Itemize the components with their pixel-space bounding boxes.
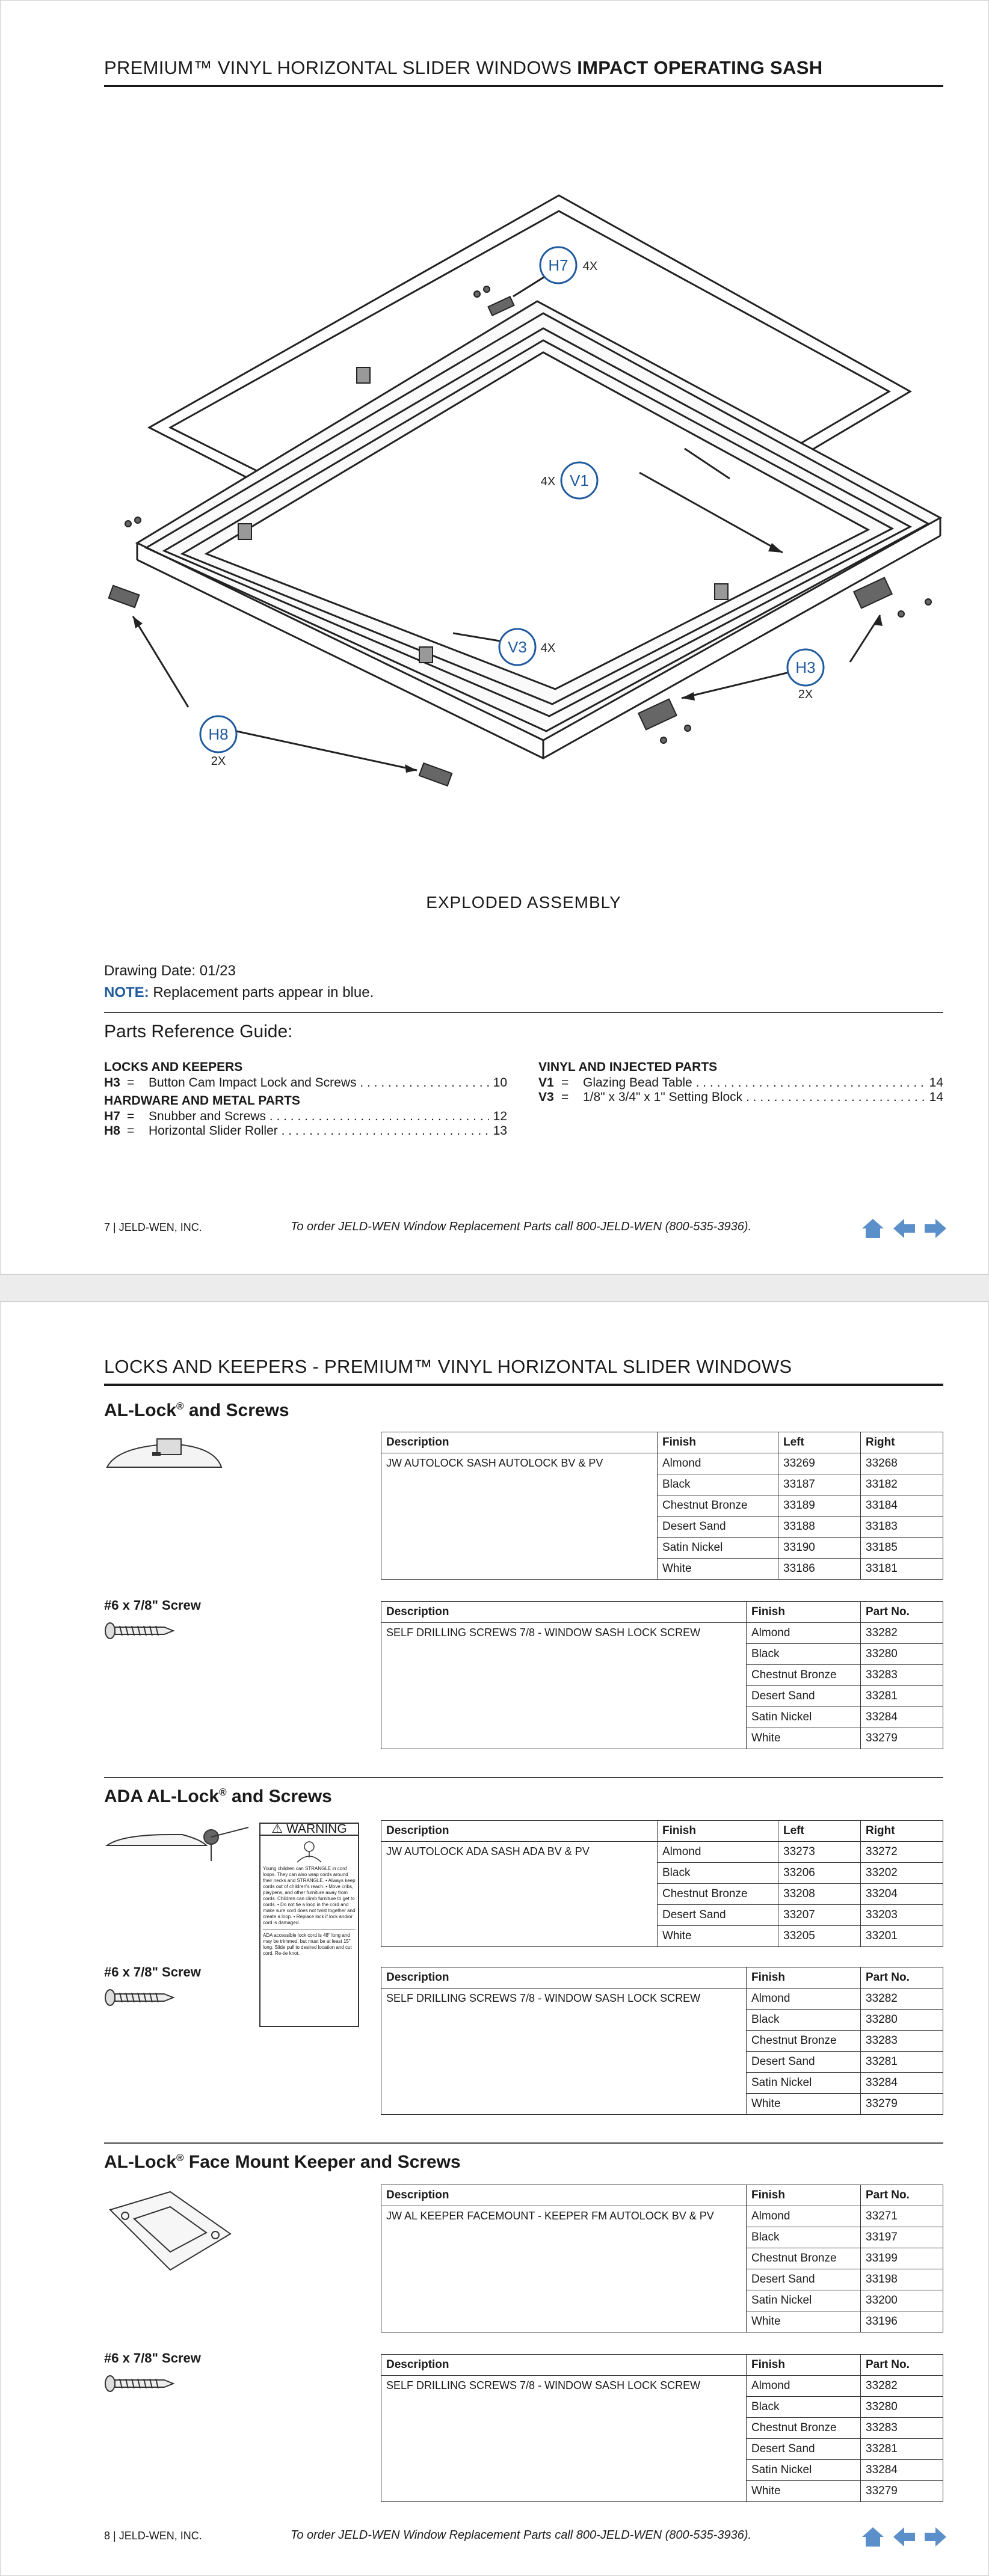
callout-v1-label: V1 bbox=[570, 471, 589, 489]
guide-item-h7[interactable] bbox=[104, 1109, 507, 1124]
callout-v3-label: V3 bbox=[508, 638, 527, 656]
footer-order-text: To order JELD-WEN Window Replacement Parts call 800-JELD-WEN (800-535-3936). bbox=[291, 2528, 752, 2542]
note bbox=[104, 984, 374, 1001]
note-label: NOTE: bbox=[104, 984, 149, 1001]
screw-parts-table bbox=[381, 1601, 943, 1749]
guide-heading: LOCKS AND KEEPERS bbox=[104, 1060, 243, 1074]
part-description: SELF DRILLING SCREWS 7/8 - WINDOW SASH LOCK SCREW bbox=[381, 1989, 747, 2115]
footer-order-text: To order JELD-WEN Window Replacement Parts call 800-JELD-WEN (800-535-3936). bbox=[291, 1220, 752, 1233]
section-rest: Face Mount Keeper and Screws bbox=[183, 2152, 461, 2172]
finish-cell: White bbox=[658, 1559, 778, 1580]
page-8 bbox=[0, 1301, 989, 2576]
part-description: JW AUTOLOCK ADA SASH ADA BV & PV bbox=[381, 1842, 658, 1947]
lock-bottom bbox=[638, 699, 676, 730]
col-description: Description bbox=[381, 1821, 658, 1842]
left-part: 33186 bbox=[778, 1559, 861, 1580]
left-part: 33208 bbox=[778, 1884, 861, 1905]
guide-eq: = bbox=[561, 1090, 569, 1104]
screw-label: #6 x 7/8" Screw bbox=[104, 2351, 201, 2366]
ada-lock-image bbox=[104, 1821, 254, 1863]
finish-cell: Almond bbox=[747, 2206, 861, 2227]
guide-title: Parts Reference Guide: bbox=[104, 1022, 293, 1041]
col-left: Left bbox=[778, 1821, 861, 1842]
title-bold: IMPACT OPERATING SASH bbox=[577, 57, 823, 78]
left-part: 33207 bbox=[778, 1905, 861, 1926]
home-icon[interactable] bbox=[861, 1218, 885, 1239]
table-row bbox=[381, 1453, 943, 1474]
divider bbox=[104, 1012, 943, 1013]
right-part: 33272 bbox=[861, 1842, 943, 1863]
finish-cell: Satin Nickel bbox=[747, 1707, 861, 1728]
finish-cell: Satin Nickel bbox=[658, 1538, 778, 1559]
finish-cell: Almond bbox=[747, 1989, 861, 2010]
al-lock-parts-table bbox=[381, 1432, 943, 1580]
guide-code: V3 bbox=[538, 1090, 554, 1104]
part-number: 33284 bbox=[861, 2460, 943, 2481]
guide-item-v1[interactable] bbox=[538, 1076, 943, 1090]
finish-cell: Satin Nickel bbox=[747, 2073, 861, 2094]
callout-v3-qty: 4X bbox=[540, 642, 556, 655]
finish-cell: Satin Nickel bbox=[747, 2460, 861, 2481]
part-number: 33280 bbox=[861, 2397, 943, 2418]
reg-mark: ® bbox=[176, 1400, 184, 1412]
nav-buttons bbox=[861, 2526, 947, 2548]
part-number: 33282 bbox=[861, 2376, 943, 2397]
col-left: Left bbox=[778, 1432, 861, 1453]
part-number: 33280 bbox=[861, 1644, 943, 1665]
callout-h7-qty: 4X bbox=[582, 260, 598, 273]
section-divider bbox=[104, 2142, 943, 2144]
guide-eq: = bbox=[127, 1076, 135, 1090]
finish-cell: Almond bbox=[747, 1623, 861, 1644]
section-rest: and Screws bbox=[226, 1786, 332, 1806]
guide-eq: = bbox=[561, 1076, 569, 1090]
part-number: 33281 bbox=[861, 1686, 943, 1707]
col-finish: Finish bbox=[747, 1602, 861, 1623]
screw-image bbox=[104, 2375, 176, 2393]
guide-item-h8[interactable] bbox=[104, 1124, 507, 1138]
finish-cell: Black bbox=[747, 1644, 861, 1665]
table-row bbox=[381, 2206, 943, 2227]
guide-code: V1 bbox=[538, 1076, 554, 1090]
roller-bottom bbox=[419, 763, 452, 786]
col-right: Right bbox=[861, 1821, 943, 1842]
diagram-caption: EXPLODED ASSEMBLY bbox=[426, 893, 621, 912]
part-number: 33282 bbox=[861, 1623, 943, 1644]
callout-h7-label: H7 bbox=[548, 256, 568, 274]
next-page-icon[interactable] bbox=[923, 1218, 947, 1239]
right-part: 33204 bbox=[861, 1884, 943, 1905]
screw-label: #6 x 7/8" Screw bbox=[104, 1964, 201, 1980]
page-7 bbox=[0, 0, 989, 1275]
keeper-parts-table bbox=[381, 2185, 943, 2332]
col-right: Right bbox=[861, 1432, 943, 1453]
finish-cell: Desert Sand bbox=[747, 2052, 861, 2073]
right-part: 33268 bbox=[861, 1453, 943, 1474]
warning-title: ⚠ WARNING bbox=[260, 1824, 358, 1836]
callout-v1-qty: 4X bbox=[540, 475, 556, 488]
col-partno: Part No. bbox=[861, 2355, 943, 2376]
part-number: 33200 bbox=[861, 2290, 943, 2311]
part-number: 33284 bbox=[861, 1707, 943, 1728]
finish-cell: Black bbox=[747, 2227, 861, 2248]
exploded-assembly-diagram bbox=[104, 139, 943, 812]
guide-heading: VINYL AND INJECTED PARTS bbox=[538, 1060, 718, 1074]
part-number: 33197 bbox=[861, 2227, 943, 2248]
left-part: 33273 bbox=[778, 1842, 861, 1863]
col-finish: Finish bbox=[658, 1432, 778, 1453]
part-number: 33279 bbox=[861, 2094, 943, 2115]
finish-cell: Almond bbox=[747, 2376, 861, 2397]
finish-cell: Chestnut Bronze bbox=[747, 1665, 861, 1686]
col-description: Description bbox=[381, 2355, 747, 2376]
guide-code: H7 bbox=[104, 1109, 120, 1123]
col-partno: Part No. bbox=[861, 2185, 943, 2206]
left-part: 33190 bbox=[778, 1538, 861, 1559]
guide-desc: Snubber and Screws . . . bbox=[149, 1109, 489, 1124]
part-number: 33282 bbox=[861, 1989, 943, 2010]
finish-cell: Black bbox=[747, 2397, 861, 2418]
finish-cell: Chestnut Bronze bbox=[658, 1495, 778, 1516]
col-partno: Part No. bbox=[861, 1967, 943, 1989]
col-description: Description bbox=[381, 1432, 658, 1453]
section-divider bbox=[104, 1777, 943, 1778]
col-partno: Part No. bbox=[861, 1602, 943, 1623]
col-finish: Finish bbox=[747, 2355, 861, 2376]
al-lock-image bbox=[104, 1434, 224, 1476]
finish-cell: Almond bbox=[658, 1842, 778, 1863]
section-title-al-lock bbox=[104, 1400, 289, 1421]
ada-lock-parts-table bbox=[381, 1820, 943, 1947]
guide-eq: = bbox=[127, 1124, 135, 1138]
finish-cell: White bbox=[658, 1926, 778, 1947]
guide-page: 14 bbox=[929, 1076, 943, 1090]
page-title: LOCKS AND KEEPERS - PREMIUM™ VINYL HORIZONTAL SLIDER WINDOWS bbox=[104, 1356, 943, 1386]
finish-cell: White bbox=[747, 2311, 861, 2332]
finish-cell: White bbox=[747, 1728, 861, 1749]
guide-left-column bbox=[104, 1056, 507, 1138]
screw-image bbox=[104, 1989, 176, 2007]
guide-item-h3[interactable] bbox=[104, 1076, 507, 1090]
lock-right bbox=[854, 578, 892, 609]
finish-cell: Chestnut Bronze bbox=[747, 2248, 861, 2269]
table-row bbox=[381, 1623, 943, 1644]
home-icon[interactable] bbox=[861, 2526, 885, 2548]
section-title-face-mount-keeper bbox=[104, 2152, 461, 2173]
part-number: 33271 bbox=[861, 2206, 943, 2227]
prev-page-icon[interactable] bbox=[892, 2526, 916, 2548]
col-description: Description bbox=[381, 1967, 747, 1989]
callout-h8-qty: 2X bbox=[211, 755, 226, 768]
left-part: 33206 bbox=[778, 1863, 861, 1884]
part-description: SELF DRILLING SCREWS 7/8 - WINDOW SASH LOCK SCREW bbox=[381, 2376, 747, 2502]
right-part: 33184 bbox=[861, 1495, 943, 1516]
guide-code: H8 bbox=[104, 1124, 120, 1138]
finish-cell: Desert Sand bbox=[747, 2269, 861, 2290]
finish-cell: Desert Sand bbox=[747, 2439, 861, 2460]
right-part: 33181 bbox=[861, 1559, 943, 1580]
left-part: 33188 bbox=[778, 1516, 861, 1538]
drawing-date: Drawing Date: 01/23 bbox=[104, 963, 236, 979]
part-description: SELF DRILLING SCREWS 7/8 - WINDOW SASH LOCK SCREW bbox=[381, 1623, 747, 1749]
screw-image bbox=[104, 1622, 176, 1640]
left-part: 33205 bbox=[778, 1926, 861, 1947]
col-finish: Finish bbox=[747, 1967, 861, 1989]
part-number: 33279 bbox=[861, 1728, 943, 1749]
section-title-ada-al-lock bbox=[104, 1786, 332, 1807]
guide-desc: 1/8" x 3/4" x 1" Setting Block . . . bbox=[583, 1090, 925, 1105]
finish-cell: Desert Sand bbox=[658, 1516, 778, 1538]
part-number: 33279 bbox=[861, 2481, 943, 2502]
finish-cell: Black bbox=[658, 1863, 778, 1884]
guide-item-v3[interactable] bbox=[538, 1090, 943, 1105]
part-number: 33281 bbox=[861, 2052, 943, 2073]
warning-label bbox=[259, 1823, 359, 2027]
note-text: Replacement parts appear in blue. bbox=[149, 984, 374, 1001]
left-part: 33187 bbox=[778, 1474, 861, 1495]
col-description: Description bbox=[381, 1602, 747, 1623]
callout-h3-label: H3 bbox=[795, 658, 816, 676]
warning-footnote: ADA accessible lock cord is 48" long and may be trimmed, but must be at least 15" long. Slide pull to desired location and cut cord. Re-tie knot. bbox=[263, 1930, 356, 1957]
part-number: 33283 bbox=[861, 2418, 943, 2439]
guide-page: 14 bbox=[929, 1090, 943, 1104]
guide-desc: Horizontal Slider Roller . . . bbox=[149, 1124, 489, 1138]
guide-desc: Button Cam Impact Lock and Screws . . . bbox=[149, 1076, 489, 1090]
guide-eq: = bbox=[127, 1109, 135, 1123]
reg-mark: ® bbox=[176, 2152, 184, 2164]
section-name: ADA AL-Lock bbox=[104, 1786, 220, 1806]
part-description: JW AUTOLOCK SASH AUTOLOCK BV & PV bbox=[381, 1453, 658, 1580]
screw-parts-table-keeper bbox=[381, 2354, 943, 2502]
part-number: 33283 bbox=[861, 1665, 943, 1686]
part-number: 33281 bbox=[861, 2439, 943, 2460]
guide-page: 12 bbox=[493, 1109, 507, 1123]
guide-page: 13 bbox=[493, 1124, 507, 1138]
next-page-icon[interactable] bbox=[923, 2526, 947, 2548]
finish-cell: Black bbox=[658, 1474, 778, 1495]
finish-cell: White bbox=[747, 2481, 861, 2502]
finish-cell: Chestnut Bronze bbox=[747, 2418, 861, 2439]
guide-page: 10 bbox=[493, 1076, 507, 1090]
finish-cell: Satin Nickel bbox=[747, 2290, 861, 2311]
finish-cell: White bbox=[747, 2094, 861, 2115]
warning-body: Young children can STRANGLE in cord loops. They can also wrap cords around their necks and STRANGLE. • Always keep cords out of children's reach. • Move cribs, playpens, and other furniture away from cords. Children can climb furniture to get to cords. • Do not tie a loop in the cord and make sure cord does not twist together and create a loop. • Replace lock if lock and/or cord is damaged. bbox=[263, 1866, 356, 1925]
reg-mark: ® bbox=[219, 1786, 227, 1798]
col-finish: Finish bbox=[658, 1821, 778, 1842]
keeper-image bbox=[104, 2186, 236, 2276]
part-number: 33284 bbox=[861, 2073, 943, 2094]
finish-cell: Almond bbox=[658, 1453, 778, 1474]
screw-parts-table-ada bbox=[381, 1967, 943, 2115]
screw-label: #6 x 7/8" Screw bbox=[104, 1598, 201, 1613]
finish-cell: Desert Sand bbox=[658, 1905, 778, 1926]
part-number: 33280 bbox=[861, 2010, 943, 2031]
left-part: 33269 bbox=[778, 1453, 861, 1474]
footer-page: 8 | JELD-WEN, INC. bbox=[104, 2530, 202, 2542]
left-part: 33189 bbox=[778, 1495, 861, 1516]
callout-h3-qty: 2X bbox=[798, 688, 813, 701]
guide-heading: HARDWARE AND METAL PARTS bbox=[104, 1094, 300, 1108]
part-description: JW AL KEEPER FACEMOUNT - KEEPER FM AUTOLOCK BV & PV bbox=[381, 2206, 747, 2332]
section-name: AL-Lock bbox=[104, 1400, 176, 1420]
guide-desc: Glazing Bead Table . . . bbox=[583, 1076, 925, 1090]
guide-code: H3 bbox=[104, 1076, 120, 1090]
roller-left bbox=[109, 586, 140, 607]
title-prefix: PREMIUM™ VINYL HORIZONTAL SLIDER WINDOWS bbox=[104, 57, 578, 78]
nav-buttons bbox=[861, 1218, 947, 1239]
finish-cell: Black bbox=[747, 2010, 861, 2031]
callout-h8-label: H8 bbox=[208, 725, 229, 743]
footer-page: 7 | JELD-WEN, INC. bbox=[104, 1221, 202, 1233]
table-row bbox=[381, 1842, 943, 1863]
part-number: 33283 bbox=[861, 2031, 943, 2052]
right-part: 33203 bbox=[861, 1905, 943, 1926]
part-number: 33196 bbox=[861, 2311, 943, 2332]
part-number: 33198 bbox=[861, 2269, 943, 2290]
col-finish: Finish bbox=[747, 2185, 861, 2206]
finish-cell: Chestnut Bronze bbox=[747, 2031, 861, 2052]
right-part: 33185 bbox=[861, 1538, 943, 1559]
finish-cell: Desert Sand bbox=[747, 1686, 861, 1707]
right-part: 33182 bbox=[861, 1474, 943, 1495]
right-part: 33201 bbox=[861, 1926, 943, 1947]
part-number: 33199 bbox=[861, 2248, 943, 2269]
page-title bbox=[104, 57, 943, 87]
guide-right-column bbox=[538, 1056, 943, 1105]
section-rest: and Screws bbox=[183, 1400, 289, 1420]
warning-pictogram bbox=[264, 1839, 354, 1863]
section-name: AL-Lock bbox=[104, 2152, 176, 2172]
right-part: 33202 bbox=[861, 1863, 943, 1884]
finish-cell: Chestnut Bronze bbox=[658, 1884, 778, 1905]
prev-page-icon[interactable] bbox=[892, 1218, 916, 1239]
table-row bbox=[381, 2376, 943, 2397]
right-part: 33183 bbox=[861, 1516, 943, 1538]
col-description: Description bbox=[381, 2185, 747, 2206]
table-row bbox=[381, 1989, 943, 2010]
